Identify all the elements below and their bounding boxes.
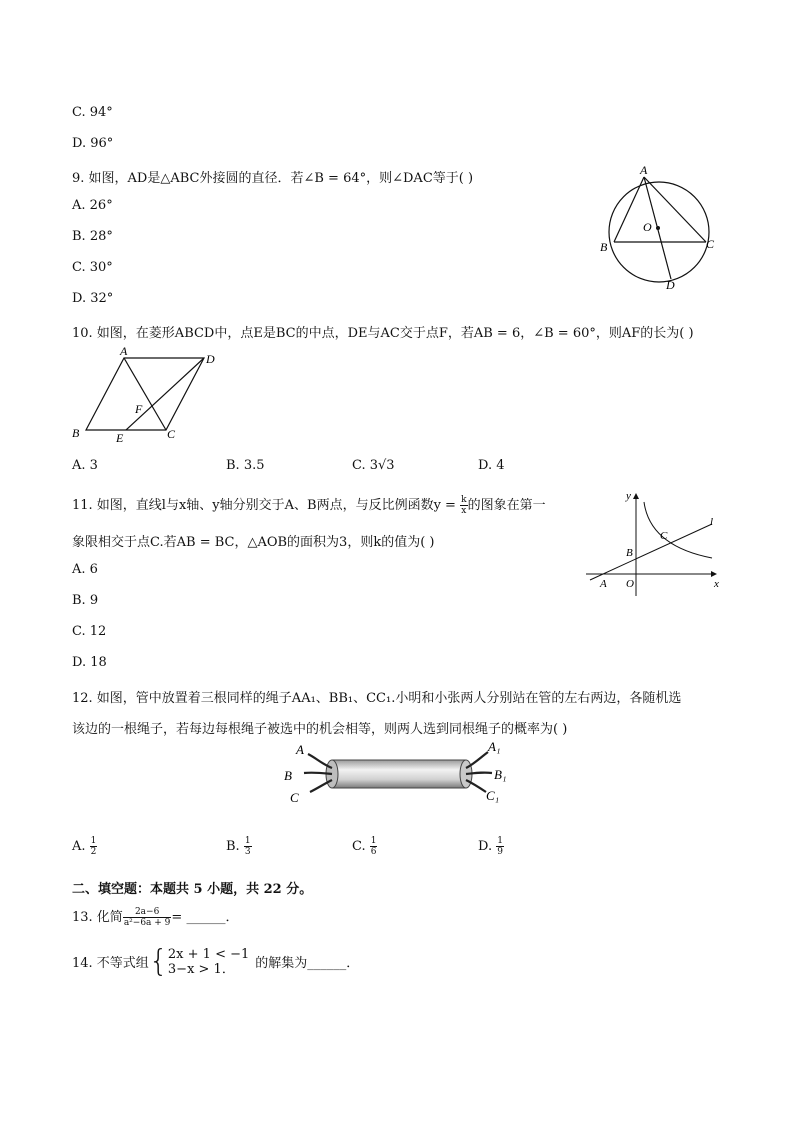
q14-row2: 3−x > 1． [167,961,235,977]
q11-hyperbola [644,502,712,558]
q11-label-c: C [660,530,668,542]
q10-label-d: D [206,352,215,366]
q11-label-o: O [626,578,634,590]
q14-suffix: 的解集为______． [255,956,360,971]
q11-frac-num: k [461,495,467,505]
q12-rope-b-left [304,773,332,774]
q11-frac-den: x [461,506,467,516]
q14-prefix: 14. 不等式组 [72,956,149,971]
q13-num: 2a−6 [123,907,172,918]
question-14 [72,944,359,979]
q9-side-ac [644,177,706,242]
question-9-text: 9. 如图，AD是△ABC外接圆的直径．若∠B = 64°，则∠DAC等于( ) [72,171,474,186]
q11-line1-end: 的图象在第一 [467,498,546,513]
q11-option-c: C. 12 [72,624,107,639]
q12-rope-a-right [466,752,488,768]
q12-label-b1: B₁ [494,767,507,782]
q9-circle-figure [596,162,726,294]
q11-option-b: B. 9 [72,593,99,608]
q9-option-d: D. 32° [72,291,114,306]
q9-label-o: O [643,220,652,234]
q9-side-ab [614,177,644,242]
q12-option-d-frac [496,836,504,857]
q14-system [168,947,249,977]
q11-label-x: x [714,578,719,590]
q13-den: a²−6a + 9 [123,918,171,928]
q12-option-c [352,836,377,857]
q9-option-a: A. 26° [72,198,113,213]
q10-label-e: E [116,431,124,443]
question-12-line1: 12. 如图，管中放置着三根同样的绳子AA₁、BB₁、CC₁.小明和小张两人分别站在管的左右两边，各随机选 [72,691,682,706]
q12-label-a1: A₁ [488,740,501,754]
q10-option-a: A. 3 [72,458,98,473]
q10-option-b: B. 3.5 [226,458,265,473]
q11-option-a: A. 6 [72,562,98,577]
q12-tube-figure [282,740,522,806]
q12-option-c-prefix: C. [352,839,370,854]
question-11-line2: 象限相交于点C.若AB = BC，△AOB的面积为3，则k的值为( ) [72,535,435,550]
q12-tube-body [332,760,466,788]
q9-label-b: B [600,240,608,254]
q11-line-l [590,524,712,580]
section-2-heading: 二、填空题：本题共 5 小题，共 22 分。 [72,882,313,897]
q9-center-dot [656,226,660,230]
q12-option-b-num: 1 [244,836,251,846]
q10-option-d: D. 4 [478,458,505,473]
q11-label-a: A [600,578,607,590]
q10-label-c: C [167,427,176,441]
q12-option-c-den: 6 [370,847,377,857]
question-13 [72,906,238,928]
q9-option-c: C. 30° [72,260,113,275]
q11-fraction-k-over-x [460,495,467,516]
q12-option-a-den: 2 [90,847,97,857]
q12-option-b-prefix: B. [226,839,244,854]
q9-label-c: C [706,237,715,251]
q12-option-c-frac [370,836,378,857]
q9-option-b: B. 28° [72,229,113,244]
q13-suffix: = ______． [171,910,239,925]
q14-brace: { [148,944,168,979]
q11-graph-figure [584,488,724,598]
option-c-prev: C. 94° [72,105,113,120]
q9-label-a: A [640,163,648,177]
q12-label-c1: C₁ [486,788,500,803]
q11-label-b: B [626,547,633,559]
q12-option-a [72,836,97,857]
q12-option-b [226,836,252,857]
q11-label-y: y [626,490,631,502]
q12-label-b: B [284,768,292,783]
q12-option-d-num: 1 [497,836,503,846]
question-12-line2: 该边的一根绳子，若每边每根绳子被选中的机会相等，则两人选到同根绳子的概率为( ) [72,722,568,737]
q12-option-a-num: 1 [90,836,97,846]
q10-diagonal-ac [124,358,166,430]
question-11-line1 [72,494,546,516]
q12-label-c: C [290,790,299,805]
q12-rope-a-left [308,754,332,768]
q12-rope-b-right [466,773,492,774]
q13-prefix: 13. 化简 [72,910,123,925]
q11-x-arrow [711,571,717,577]
q10-option-c: C. 3√3 [352,458,395,473]
q11-option-d: D. 18 [72,655,107,670]
q12-option-d-den: 9 [497,847,503,857]
question-10-text: 10. 如图，在菱形ABCD中，点E是BC的中点，DE与AC交于点F，若AB = 6，∠B = 60°，则AF的长为( ) [72,326,694,341]
q10-rhombus-figure [68,343,228,443]
q12-option-d-prefix: D. [478,839,497,854]
q9-label-d: D [666,278,675,292]
q13-fraction [123,907,172,928]
q12-option-a-frac [90,836,98,857]
q10-label-f: F [135,402,143,416]
q12-option-d [478,836,504,857]
q12-option-c-num: 1 [370,836,377,846]
q10-segment-de [126,358,204,430]
q12-label-a: A [296,742,304,757]
q11-y-arrow [633,493,639,499]
q10-label-a: A [120,344,128,358]
q12-option-b-den: 3 [244,847,251,857]
option-d-prev: D. 96° [72,136,114,151]
q14-row1: 2x + 1 < −1 [167,946,250,962]
q11-label-l: l [710,516,714,528]
q10-label-b: B [72,426,80,440]
q12-option-a-prefix: A. [72,839,90,854]
q11-line1-start: 11. 如图，直线l与x轴、y轴分别交于A、B两点，与反比例函数y = [72,498,461,513]
q12-option-b-frac [244,836,252,857]
